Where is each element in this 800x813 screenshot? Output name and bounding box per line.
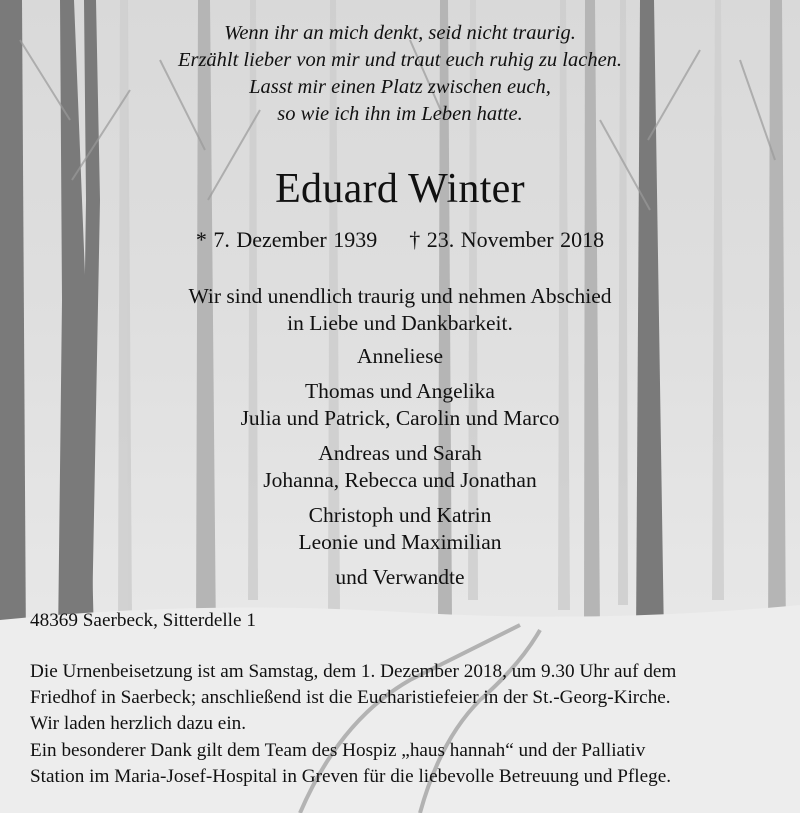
birth-date: * 7. Dezember 1939 <box>195 227 378 252</box>
mourner-line: und Verwandte <box>335 565 465 589</box>
address: 48369 Saerbeck, Sitterdelle 1 <box>30 610 256 631</box>
poem <box>0 20 800 128</box>
thanks-line: Ein besonderer Dank gilt dem Team des Hospiz „haus hannah“ und der Palliativ <box>30 740 646 761</box>
mourner-line: Thomas und Angelika <box>305 379 495 403</box>
poem-line: so wie ich ihn im Leben hatte. <box>277 103 523 125</box>
thanks-line: Station im Maria-Josef-Hospital in Greven für die liebevolle Betreuung und Pflege. <box>30 766 672 787</box>
info-line: Die Urnenbeisetzung ist am Samstag, dem 1. Dezember 2018, um 9.30 Uhr auf dem <box>30 661 677 682</box>
thanks-note <box>30 738 776 790</box>
mourner-line: Leonie und Maximilian <box>298 530 502 554</box>
mourner-line: Christoph und Katrin <box>308 503 492 527</box>
poem-line: Erzählt lieber von mir und traut euch ruhig zu lachen. <box>177 49 623 71</box>
deceased-name: Eduard Winter <box>275 166 525 212</box>
info-line: Wir laden herzlich dazu ein. <box>30 713 247 734</box>
intro-line: Wir sind unendlich traurig und nehmen Abschied <box>188 284 612 308</box>
burial-info <box>30 659 776 737</box>
life-dates <box>0 226 800 254</box>
poem-line: Lasst mir einen Platz zwischen euch, <box>249 76 551 98</box>
death-date: † 23. November 2018 <box>409 227 605 252</box>
family-mourners <box>0 283 800 591</box>
mourner-line: Julia und Patrick, Carolin und Marco <box>240 406 560 430</box>
poem-line: Wenn ihr an mich denkt, seid nicht traurig. <box>224 22 576 44</box>
mourner-line: Andreas und Sarah <box>318 441 482 465</box>
mourner-line: Johanna, Rebecca und Jonathan <box>263 468 537 492</box>
mourner-line: Anneliese <box>357 344 443 368</box>
info-line: Friedhof in Saerbeck; anschließend ist die Eucharistiefeier in der St.-Georg-Kirche. <box>30 687 671 708</box>
intro-line: in Liebe und Dankbarkeit. <box>287 311 513 335</box>
